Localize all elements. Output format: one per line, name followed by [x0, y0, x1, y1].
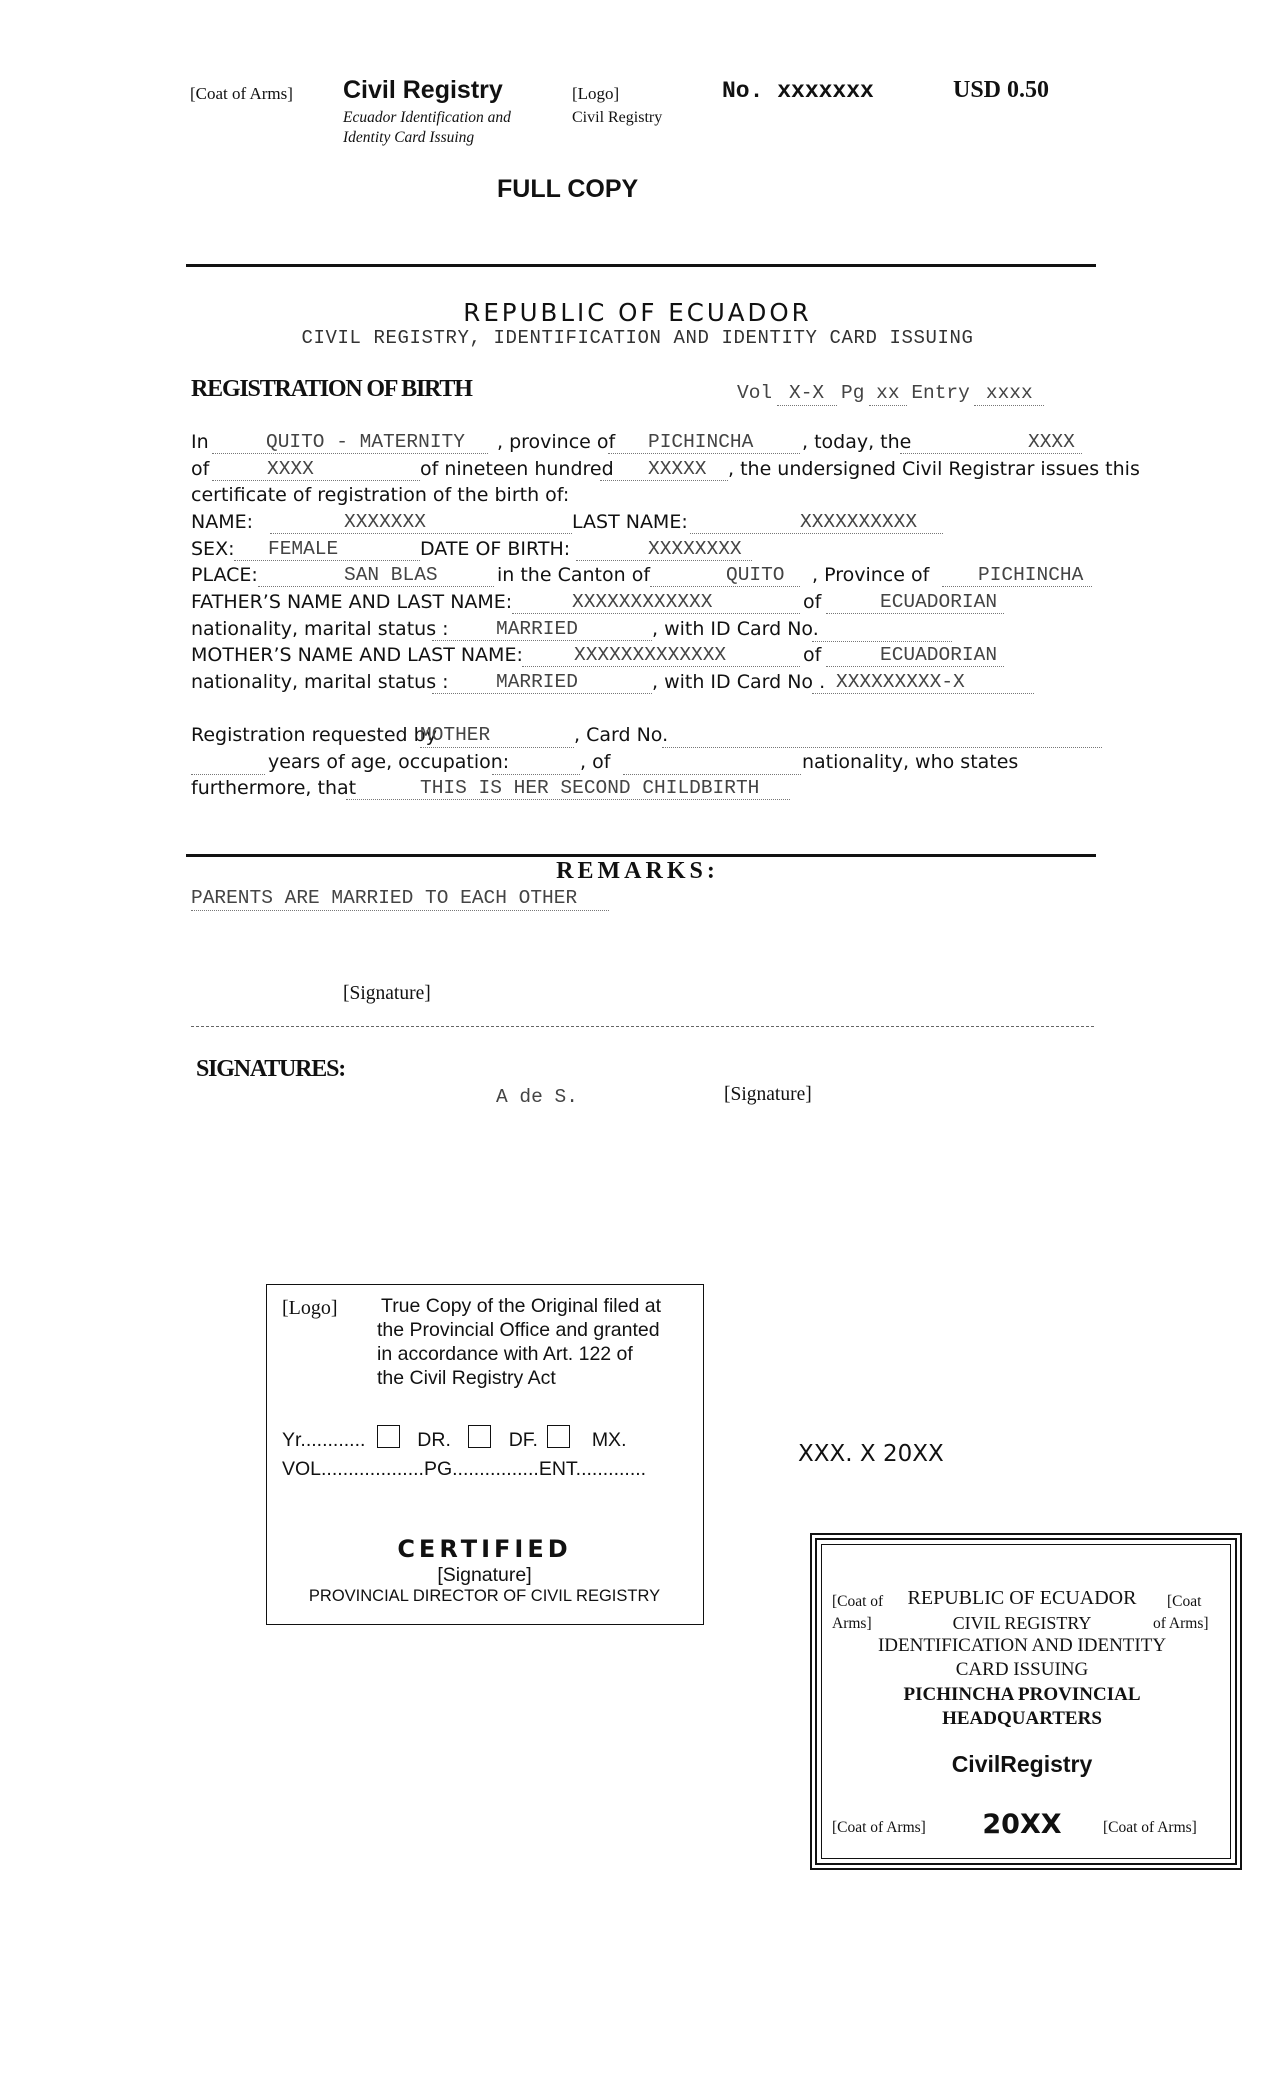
dr-label: DR.	[417, 1429, 451, 1451]
seal-coat-bottom-right: [Coat of Arms]	[1103, 1819, 1197, 1836]
checkbox-df[interactable]	[547, 1425, 570, 1448]
label-place: PLACE:	[191, 564, 258, 586]
coat-of-arms-placeholder: [Coat of Arms]	[190, 84, 293, 103]
remarks-title: REMARKS:	[556, 858, 719, 884]
entry-value: xxxx	[974, 381, 1044, 406]
field-province: PICHINCHA	[608, 430, 800, 454]
field-last-name: XXXXXXXXXX	[690, 510, 943, 534]
field-name: XXXXXXX	[270, 510, 572, 534]
label-province-of-2: , Province of	[812, 564, 930, 586]
certification-text	[377, 1294, 661, 1390]
field-mother-nationality: ECUADORIAN	[826, 643, 1004, 667]
field-requester-occupation	[492, 750, 580, 775]
label-undersigned: , the undersigned Civil Registrar issues this	[728, 458, 1140, 480]
pg-label: Pg	[841, 382, 865, 404]
date-stamp: XXX. X 20XX	[798, 1441, 944, 1467]
seal-civilregistry: CivilRegistry	[951, 1751, 1093, 1777]
official-seal	[810, 1533, 1242, 1870]
field-father-id	[812, 617, 952, 642]
label-in: In	[191, 431, 209, 453]
label-nationality-who-states: nationality, who states	[802, 751, 1019, 773]
vol-pg-ent-line: VOL...................PG................ENT.............	[282, 1458, 647, 1480]
certification-checkbox-row	[282, 1425, 626, 1452]
label-today-the: , today, the	[802, 431, 912, 453]
label-last-name: LAST NAME:	[572, 511, 688, 533]
label-name: NAME:	[191, 511, 254, 533]
label-mother-of: of	[803, 644, 822, 666]
label-of-nineteen-hundred: of nineteen hundred	[420, 458, 614, 480]
mx-label: MX.	[591, 1429, 627, 1451]
field-date-of-birth: XXXXXXXX	[576, 537, 752, 561]
entry-label: Entry	[911, 382, 970, 404]
field-birth-place: SAN BLAS	[258, 563, 494, 587]
label-mother-id-card: , with ID Card No .	[652, 671, 826, 693]
seal-pichincha-line1: PICHINCHA PROVINCIAL	[903, 1684, 1141, 1705]
agency-heading: CIVIL REGISTRY, IDENTIFICATION AND IDENTITY CARD ISSUING	[301, 327, 974, 349]
label-father-name: FATHER’S NAME AND LAST NAME:	[191, 591, 513, 613]
field-father-marital-status: MARRIED	[432, 617, 652, 641]
label-sex: SEX:	[191, 538, 235, 560]
field-statement: THIS IS HER SECOND CHILDBIRTH	[346, 776, 790, 800]
label-furthermore: furthermore, that	[191, 777, 357, 799]
seal-coat-bottom-left: [Coat of Arms]	[832, 1819, 926, 1836]
seal-coat-left-1: [Coat of	[832, 1593, 884, 1610]
field-requested-by: MOTHER	[420, 723, 574, 748]
field-year: XXXXX	[600, 457, 728, 481]
seal-coat-right-1: [Coat	[1167, 1593, 1202, 1610]
ades-label: A de S.	[496, 1086, 578, 1108]
seal-pichincha-line2: HEADQUARTERS	[942, 1708, 1102, 1729]
registration-of-birth-title: REGISTRATION OF BIRTH	[191, 376, 472, 402]
logo-caption: Civil Registry	[572, 109, 663, 126]
label-date-of-birth: DATE OF BIRTH:	[420, 538, 571, 560]
certification-line4: the Civil Registry Act	[377, 1367, 556, 1389]
header-subtitle-line1: Ecuador Identification and	[343, 109, 511, 126]
label-father-nationality-marital: nationality, marital status :	[191, 618, 449, 640]
label-years-of-age: years of age, occupation:	[268, 751, 510, 773]
label-province-of: , province of	[497, 431, 616, 453]
remarks-text: PARENTS ARE MARRIED TO EACH OTHER	[191, 886, 609, 911]
label-certificate-of-registration: certificate of registration of the birth of:	[191, 484, 570, 506]
seal-republic: REPUBLIC OF ECUADOR	[907, 1587, 1137, 1609]
certification-line2: the Provincial Office and granted	[377, 1319, 660, 1341]
remarks-divider	[186, 854, 1096, 857]
seal-identification-line1: IDENTIFICATION AND IDENTITY	[877, 1635, 1167, 1656]
seal-coat-left-2: Arms]	[832, 1615, 872, 1632]
republic-heading: REPUBLIC OF ECUADOR	[463, 298, 812, 327]
seal-year: 20XX	[982, 1809, 1062, 1840]
certified-signature: [Signature]	[437, 1564, 532, 1586]
header-subtitle-line2: Identity Card Issuing	[343, 129, 475, 146]
seal-identification-line2: CARD ISSUING	[955, 1659, 1089, 1680]
label-card-no: , Card No.	[574, 724, 669, 746]
field-father-name: XXXXXXXXXXXX	[512, 590, 800, 614]
field-mother-marital-status: MARRIED	[432, 670, 652, 694]
vol-pg-entry	[737, 381, 1044, 406]
yr-label: Yr............	[282, 1429, 366, 1451]
field-birth-province: PICHINCHA	[942, 563, 1092, 587]
document-number: No. xxxxxxx	[722, 78, 874, 104]
label-mother-name: MOTHER’S NAME AND LAST NAME:	[191, 644, 523, 666]
label-in-the-canton-of: in the Canton of	[497, 564, 651, 586]
label-comma-of: , of	[580, 751, 611, 773]
header-divider	[186, 264, 1096, 267]
checkbox-yr[interactable]	[377, 1425, 400, 1448]
signature-divider	[191, 1026, 1094, 1027]
field-day: XXXX	[900, 430, 1082, 454]
certification-logo: [Logo]	[282, 1297, 338, 1319]
field-canton: QUITO	[650, 563, 800, 587]
label-father-of: of	[803, 591, 822, 613]
logo-placeholder: [Logo]	[572, 84, 620, 103]
df-label: DF.	[508, 1429, 538, 1451]
certification-box	[266, 1284, 704, 1625]
field-father-nationality: ECUADORIAN	[826, 590, 1004, 614]
label-mother-nationality-marital: nationality, marital status :	[191, 671, 449, 693]
full-copy-title: FULL COPY	[497, 175, 639, 203]
header-title: Civil Registry	[343, 76, 503, 104]
seal-coat-right-2: of Arms]	[1153, 1615, 1209, 1632]
document-price: USD 0.50	[953, 77, 1050, 103]
signatures-title: SIGNATURES:	[196, 1056, 346, 1082]
field-requester-nationality	[623, 750, 801, 775]
field-mother-name: XXXXXXXXXXXXX	[522, 643, 800, 667]
label-requested-by: Registration requested by	[191, 724, 437, 746]
field-month: XXXX	[212, 457, 420, 481]
pg-value: xx	[869, 381, 907, 406]
provincial-director-label: PROVINCIAL DIRECTOR OF CIVIL REGISTRY	[308, 1587, 661, 1605]
certification-line1: True Copy of the Original filed at	[381, 1295, 661, 1317]
field-mother-id: XXXXXXXXX-X	[812, 670, 1034, 694]
field-registration-place: QUITO - MATERNITY	[212, 430, 488, 454]
field-requester-card-no	[662, 723, 1102, 748]
remarks-signature: [Signature]	[343, 983, 431, 1004]
label-father-id-card: , with ID Card No.	[652, 618, 819, 640]
vol-value: X-X	[777, 381, 837, 406]
vol-label: Vol	[737, 382, 773, 404]
seal-civil-registry: CIVIL REGISTRY	[952, 1613, 1092, 1633]
signatures-signature: [Signature]	[724, 1084, 812, 1105]
checkbox-dr[interactable]	[468, 1425, 491, 1448]
label-of: of	[191, 458, 210, 480]
field-requester-age	[191, 750, 265, 775]
certified-title: CERTIFIED	[397, 1535, 572, 1563]
field-sex: FEMALE	[234, 537, 420, 561]
certification-line3: in accordance with Art. 122 of	[377, 1343, 633, 1365]
